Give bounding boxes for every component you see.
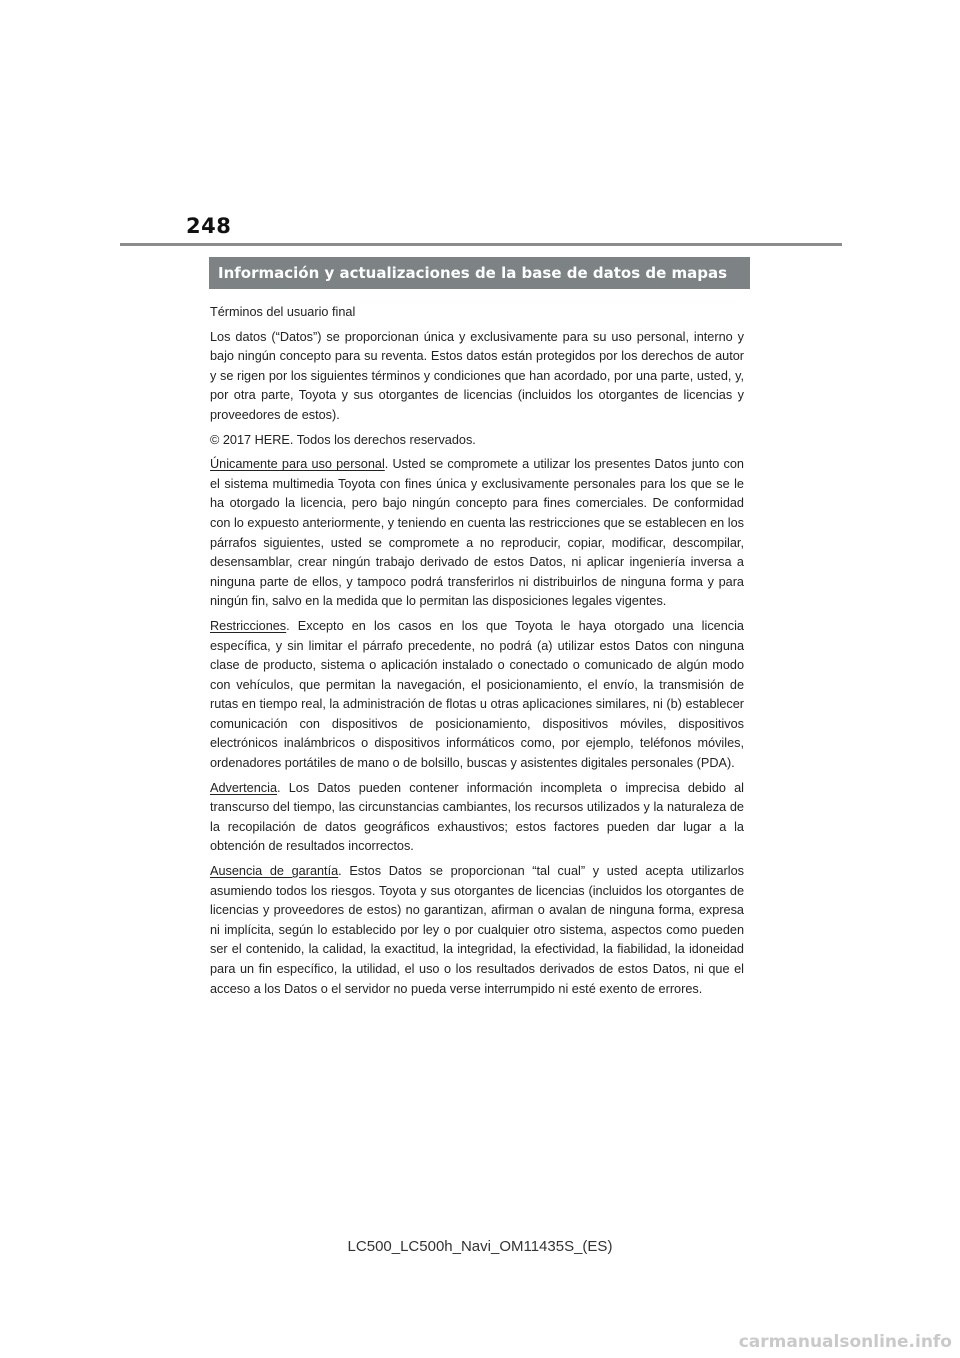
copyright-notice: © 2017 HERE. Todos los derechos reservados. (210, 432, 476, 447)
warranty-text: . Estos Datos se proporcionan “tal cual” y usted acepta utilizarlos asumiendo todos los riesgos. Toyota y sus otorgantes de licencias (incluidos los otorgantes de licencias y proveedores de estos) no garantizan, afirman o avalan de ninguna forma, expresa ni implícita, según lo establecido por ley o por cualquier otro sistema, aspectos como pueden ser el contenido, la calidad, la exactitud, la integridad, la efectividad, la fiabilidad, la idoneidad para un fin específico, la utilidad, el uso o los resultados derivados de estos Datos, ni que el acceso a los Datos o el servidor no pueda verse interrumpido ni esté exento de errores. (210, 864, 745, 996)
warning-term: Advertencia (210, 780, 277, 795)
intro-paragraph: Los datos (“Datos”) se proporcionan única y exclusivamente para su uso personal, interno y bajo ningún concepto para su reventa. Estos datos están protegidos por los derechos de autor y se rigen por los siguientes términos y condiciones que han acordado, por una parte, usted, y, por otra parte, Toyota y sus otorgantes de licencias (incluidos los otorgantes de licencias y proveedores de estos). (210, 329, 744, 422)
restrictions-text: . Excepto en los casos en los que Toyota le haya otorgado una licencia específica, y sin limitar el párrafo precedente, no podrá (a) utilizar estos Datos con ninguna clase de producto, sistema o aplicación instalado o conectado o comunicado de algún modo con vehículos, que permitan la navegación, el posicionamiento, el envío, la transmisión de rutas en tiempo real, la administración de flotas u otras aplicaciones similares, ni (b) establecer comunicación con dispositivos de posicionamiento, dispositivos móviles, dispositivos electrónicos inalámbricos o dispositivos informáticos como, por ejemplo, teléfonos móviles, ordenadores portátiles de mano o de bolsillo, buscas y asistentes digitales personales (PDA). (210, 618, 744, 771)
warranty-paragraph (210, 862, 744, 999)
personal-use-term: Únicamente para uso personal (210, 457, 385, 472)
personal-use-paragraph (210, 455, 744, 612)
document-footer: LC500_LC500h_Navi_OM11435S_(ES) (347, 1238, 613, 1255)
page-number: 248 (186, 214, 232, 238)
warning-text: . Los Datos pueden contener información incompleta o imprecisa debido al transcurso del tiempo, las circunstancias cambiantes, los recursos utilizados y la naturaleza de la recopilación de datos geográficos exhaustivos; estos factores pueden dar lugar a la obtención de resultados incorrectos. (210, 780, 744, 854)
warranty-term: Ausencia de garantía (210, 864, 339, 879)
watermark: carmanualsonline.info (738, 1332, 952, 1352)
restrictions-paragraph (210, 617, 744, 774)
warning-paragraph (210, 779, 744, 857)
personal-use-text: . Usted se compromete a utilizar los presentes Datos junto con el sistema multimedia Toyota con fines única y exclusivamente personales para los que se le ha otorgado la licencia, pero bajo ningún concepto para fines comerciales. De conformidad con lo expuesto anteriormente, y teniendo en cuenta las restricciones que se establecen en los párrafos siguientes, usted se compromete a no reproducir, copiar, modificar, descompilar, desensamblar, crear ningún trabajo derivado de estos Datos, ni aplicar ingeniería inversa a ninguna parte de ellos, y tampoco podrá transferirlos ni distribuirlos de ninguna forma y para ningún fin, salvo en la medida que lo permitan las disposiciones legales vigentes. (210, 457, 744, 609)
header-divider (120, 243, 842, 246)
section-title: Información y actualizaciones de la base de datos de mapas (218, 264, 728, 282)
document-body (210, 303, 744, 1004)
intro-heading: Términos del usuario final (210, 305, 356, 319)
restrictions-term: Restricciones (210, 618, 287, 633)
section-header (209, 257, 750, 289)
